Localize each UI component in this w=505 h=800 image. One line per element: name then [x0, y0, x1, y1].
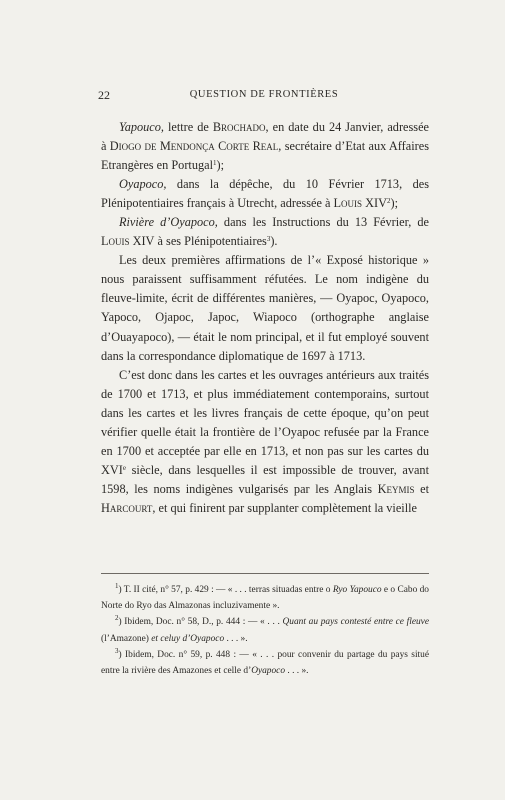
- footnote-divider: [101, 573, 429, 574]
- footnote-ref-2: 2: [386, 197, 391, 206]
- footnote-2: $^2$) Ibidem, Doc. n° 58, D., p. 444 : — « . . . Quant au pays contesté entre ce fleuve (l’Amazone) et celuy d’Oyapoco . . . ».: [101, 614, 429, 644]
- name-brochado: Brochado: [212, 120, 266, 134]
- footnote-1: $^1$) T. II cité, n° 57, p. 429 : — « . . . terras situadas entre o Ryo Yapouco e o Cabo do Norte do Ryo das Almazonas incluzivamente ».: [101, 582, 429, 612]
- page-number: 22: [98, 88, 110, 102]
- footnote-ref-3: 3: [266, 235, 271, 244]
- running-title: QUESTION DE FRONTIÈRES: [189, 89, 339, 100]
- name-louis-xiv-2: Louis XIV: [101, 234, 155, 249]
- footnote-3: $^3$) Ibidem, Doc. n° 59, p. 448 : — « . . . pour convenir du partage du pays situé entre la rivière des Amazones et celle d’Oyapoco . . . ».: [101, 646, 429, 677]
- term-riviere: Rivière d’Oyapoco,: [119, 215, 218, 230]
- body-text: [101, 118, 429, 518]
- footnotes: [101, 582, 429, 679]
- paragraph-cartes: C’est donc dans les cartes et les ouvrages antérieurs aux traités de 1700 et 1713, et plus immédiatement contemporains, surtout dans les cartes et les livres français de cette époque, qu’on peut vérifier quelle était la frontière de l’Oyapoc refusée par la France en 1700 et acceptée par elle en 1713, et non pas sur les cartes du XVIe siècle, dans lesquelles il est impossible de trouver, avant 1598, les noms indigènes vulgarisés par les Anglais Keymis et Harcourt, et qui finirent par supplanter complètement la vieille: [101, 367, 429, 515]
- paragraph-yapouco: Yapouco, lettre de Brochado, en date du 24 Janvier, adressée à Diogo de Mendonça Corte Real, secrétaire d’Etat aux Affaires Etrangères en Portugal$^1$);: [101, 120, 429, 173]
- name-harcourt: Harcourt: [101, 500, 153, 515]
- term-yapouco: Yapouco,: [119, 120, 164, 134]
- running-head: [98, 88, 430, 104]
- paragraph-riviere: Rivière d’Oyapoco, dans les Instructions du 13 Février, de Louis XIV à ses Plénipotentiaires$^3$).: [101, 215, 429, 249]
- name-diogo: Diogo de Mendonça Corte Real: [109, 139, 279, 154]
- term-oyapoco: Oyapoco,: [119, 177, 167, 192]
- paragraph-oyapoco: Oyapoco, dans la dépêche, du 10 Février 1713, des Plénipotentiaires français à Utrecht, adressée à Louis XIV$^2$);: [101, 177, 429, 211]
- name-keymis: Keymis: [377, 481, 415, 496]
- footnote-ref-1: 1: [213, 159, 217, 168]
- paragraph-affirmations: Les deux premières affirmations de l’« Exposé historique » nous paraissent suffisamment réfutées. Le nom indigène du fleuve-limite, écrit de différentes manières, — Oyapoc, Oyapoco, Yapoco, Ojapoc, Japoc, Wiapoco (orthographe anglaise d’Ouayapoco), — était le nom principal, et il fut employé souvent dans la correspondance diplomatique de 1697 à 1713.: [101, 253, 429, 363]
- name-louis-xiv: Louis XIV: [333, 196, 387, 211]
